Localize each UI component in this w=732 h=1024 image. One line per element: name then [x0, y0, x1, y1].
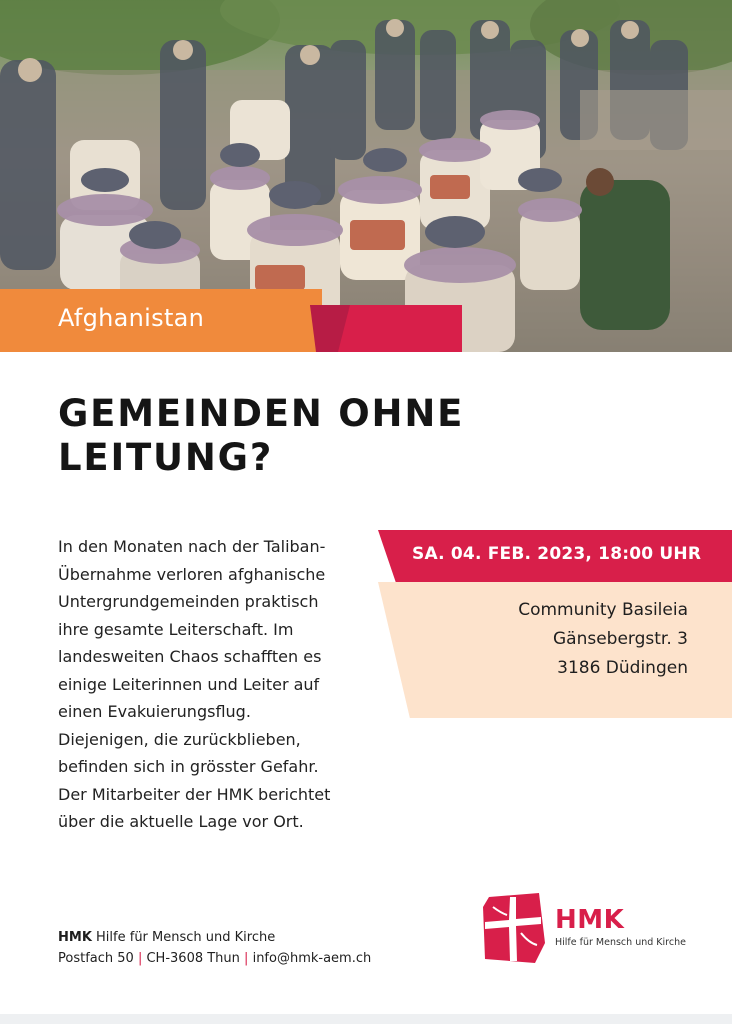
footer-email[interactable]: info@hmk-aem.ch [252, 951, 372, 966]
footer-org-full: Hilfe für Mensch und Kirche [96, 930, 276, 945]
body-line: landesweiten Chaos schafften es [58, 647, 322, 666]
footer-contact [58, 927, 371, 969]
venue-address [420, 596, 688, 683]
body-line: Diejenigen, die zurückblieben, [58, 729, 301, 749]
bottom-strip [0, 1014, 732, 1024]
separator: | [244, 951, 249, 966]
venue-name: Community Basileia [518, 600, 688, 620]
body-line: befinden sich in grösster Gefahr. [58, 757, 319, 776]
separator: | [137, 951, 143, 966]
body-line: über die aktuelle Lage vor Ort. [58, 812, 304, 831]
headline [58, 392, 698, 480]
footer-org-line [58, 927, 371, 948]
footer-address-line [58, 948, 371, 969]
region-label: Afghanistan [58, 304, 205, 332]
footer-org-short: HMK [58, 930, 92, 945]
body-line: In den Monaten nach der Taliban- [58, 537, 326, 556]
body-line: ihre gesamte Leiterschaft. Im [58, 619, 294, 639]
logo-name: HMK [555, 905, 625, 935]
venue-city: 3186 Düdingen [557, 658, 688, 678]
body-line: einen Evakuierungsflug. [58, 702, 251, 721]
event-date: SA. 04. FEB. 2023, 18:00 UHR [412, 544, 702, 564]
body-text [58, 533, 358, 836]
body-line: Übernahme verloren afghanische [58, 564, 326, 584]
venue-street: Gänsebergstr. 3 [553, 629, 688, 649]
footer-postbox: Postfach 50 [58, 951, 134, 966]
hmk-logo [483, 893, 686, 965]
headline-line-2: LEITUNG? [58, 436, 274, 479]
body-line: Untergrundgemeinden praktisch [58, 592, 319, 611]
body-line: einige Leiterinnen und Leiter auf [58, 674, 320, 694]
hmk-cross-logo-icon [483, 893, 545, 963]
footer-zip-city: CH-3608 Thun [146, 951, 240, 966]
body-line: Der Mitarbeiter der HMK berichtet [58, 784, 331, 804]
headline-line-1: GEMEINDEN OHNE [58, 392, 465, 435]
logo-tagline: Hilfe für Mensch und Kirche [555, 937, 686, 948]
